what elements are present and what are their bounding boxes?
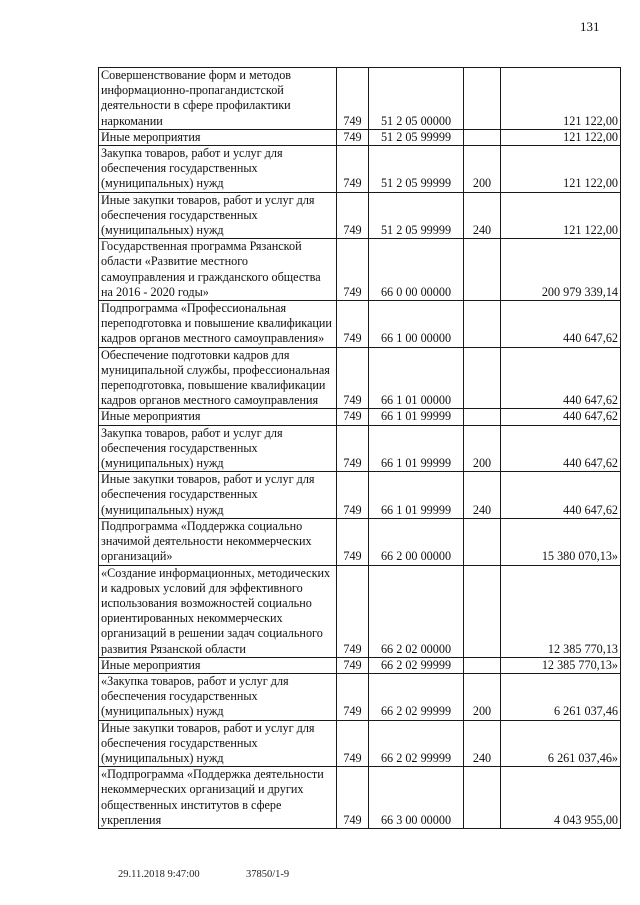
budget-table-body [99,68,621,829]
row-name-cell: Государственная программа Рязанской области «Развитие местного самоуправления и гражданского общества на 2016 - 2020 годы» [99,239,337,301]
row-code-cell: 749 [337,657,369,673]
row-classification-cell: 66 1 01 00000 [369,347,464,409]
row-name-cell: Иные закупки товаров, работ и услуг для обеспечения государственных (муниципальных) нужд [99,192,337,239]
row-code-cell: 749 [337,425,369,472]
table-row [99,192,621,239]
row-name-cell: «Создание информационных, методических и кадровых условий для эффективного использования возможностей социально ориентированных некоммерческих организаций в решении задач социального развития Рязанской области [99,565,337,657]
table-row [99,146,621,193]
row-expense-type-cell: 240 [464,720,501,767]
row-expense-type-cell [464,68,501,130]
table-row [99,767,621,829]
row-code-cell: 749 [337,301,369,348]
table-row [99,657,621,673]
row-classification-cell: 66 2 02 99999 [369,657,464,673]
row-expense-type-cell: 200 [464,673,501,720]
row-amount-cell: 121 122,00 [501,68,621,130]
row-expense-type-cell [464,565,501,657]
row-amount-cell: 121 122,00 [501,192,621,239]
row-expense-type-cell [464,409,501,425]
row-amount-cell: 4 043 955,00 [501,767,621,829]
row-classification-cell: 66 2 02 99999 [369,673,464,720]
row-expense-type-cell [464,301,501,348]
row-name-cell: Обеспечение подготовки кадров для муниципальной службы, профессиональная переподготовка, повышение квалификации кадров органов местного самоуправления [99,347,337,409]
row-code-cell: 749 [337,720,369,767]
row-classification-cell: 66 3 00 00000 [369,767,464,829]
row-classification-cell: 66 2 00 00000 [369,518,464,565]
row-expense-type-cell: 240 [464,472,501,519]
table-row [99,518,621,565]
row-amount-cell: 15 380 070,13» [501,518,621,565]
table-row [99,720,621,767]
row-expense-type-cell: 240 [464,192,501,239]
row-name-cell: Закупка товаров, работ и услуг для обеспечения государственных (муниципальных) нужд [99,146,337,193]
row-code-cell: 749 [337,565,369,657]
row-code-cell: 749 [337,347,369,409]
row-name-cell: Совершенствование форм и методов информационно-пропагандистской деятельности в сфере профилактики наркомании [99,68,337,130]
row-amount-cell: 440 647,62 [501,409,621,425]
table-row [99,68,621,130]
row-code-cell: 749 [337,239,369,301]
row-name-cell: Иные мероприятия [99,129,337,145]
row-classification-cell: 66 2 02 00000 [369,565,464,657]
row-name-cell: Закупка товаров, работ и услуг для обеспечения государственных (муниципальных) нужд [99,425,337,472]
row-classification-cell: 66 1 01 99999 [369,472,464,519]
table-row [99,301,621,348]
row-amount-cell: 200 979 339,14 [501,239,621,301]
footer-datetime: 29.11.2018 9:47:00 [118,869,200,880]
row-classification-cell: 66 2 02 99999 [369,720,464,767]
row-code-cell: 749 [337,673,369,720]
row-amount-cell: 12 385 770,13 [501,565,621,657]
row-amount-cell: 121 122,00 [501,146,621,193]
row-classification-cell: 51 2 05 99999 [369,129,464,145]
row-name-cell: Подпрограмма «Поддержка социально значимой деятельности некоммерческих организаций» [99,518,337,565]
table-row [99,472,621,519]
row-amount-cell: 440 647,62 [501,472,621,519]
row-amount-cell: 12 385 770,13» [501,657,621,673]
row-classification-cell: 66 1 01 99999 [369,409,464,425]
row-expense-type-cell [464,657,501,673]
row-expense-type-cell [464,347,501,409]
row-expense-type-cell [464,518,501,565]
row-expense-type-cell [464,767,501,829]
row-name-cell: «Закупка товаров, работ и услуг для обеспечения государственных (муниципальных) нужд [99,673,337,720]
row-name-cell: Иные мероприятия [99,409,337,425]
table-row [99,129,621,145]
row-amount-cell: 440 647,62 [501,301,621,348]
row-code-cell: 749 [337,146,369,193]
row-expense-type-cell [464,129,501,145]
row-amount-cell: 6 261 037,46» [501,720,621,767]
table-row [99,673,621,720]
row-amount-cell: 440 647,62 [501,347,621,409]
row-classification-cell: 51 2 05 99999 [369,146,464,193]
row-expense-type-cell: 200 [464,425,501,472]
row-code-cell: 749 [337,129,369,145]
table-row [99,425,621,472]
row-name-cell: Подпрограмма «Профессиональная переподготовка и повышение квалификации кадров органов местного самоуправления» [99,301,337,348]
table-row [99,565,621,657]
budget-table [98,67,621,829]
row-amount-cell: 6 261 037,46 [501,673,621,720]
row-name-cell: «Подпрограмма «Поддержка деятельности некоммерческих организаций и других общественных институтов в сфере укрепления [99,767,337,829]
row-classification-cell: 51 2 05 00000 [369,68,464,130]
row-code-cell: 749 [337,518,369,565]
row-classification-cell: 66 0 00 00000 [369,239,464,301]
footer-doc-id: 37850/1-9 [246,869,290,880]
row-name-cell: Иные закупки товаров, работ и услуг для обеспечения государственных (муниципальных) нужд [99,472,337,519]
row-expense-type-cell: 200 [464,146,501,193]
row-expense-type-cell [464,239,501,301]
row-code-cell: 749 [337,409,369,425]
row-amount-cell: 121 122,00 [501,129,621,145]
row-name-cell: Иные закупки товаров, работ и услуг для обеспечения государственных (муниципальных) нужд [99,720,337,767]
row-code-cell: 749 [337,472,369,519]
row-code-cell: 749 [337,68,369,130]
table-row [99,409,621,425]
row-code-cell: 749 [337,192,369,239]
row-classification-cell: 51 2 05 99999 [369,192,464,239]
row-classification-cell: 66 1 01 99999 [369,425,464,472]
row-code-cell: 749 [337,767,369,829]
row-amount-cell: 440 647,62 [501,425,621,472]
row-name-cell: Иные мероприятия [99,657,337,673]
table-row [99,347,621,409]
table-row [99,239,621,301]
row-classification-cell: 66 1 00 00000 [369,301,464,348]
page-number: 131 [580,19,600,34]
